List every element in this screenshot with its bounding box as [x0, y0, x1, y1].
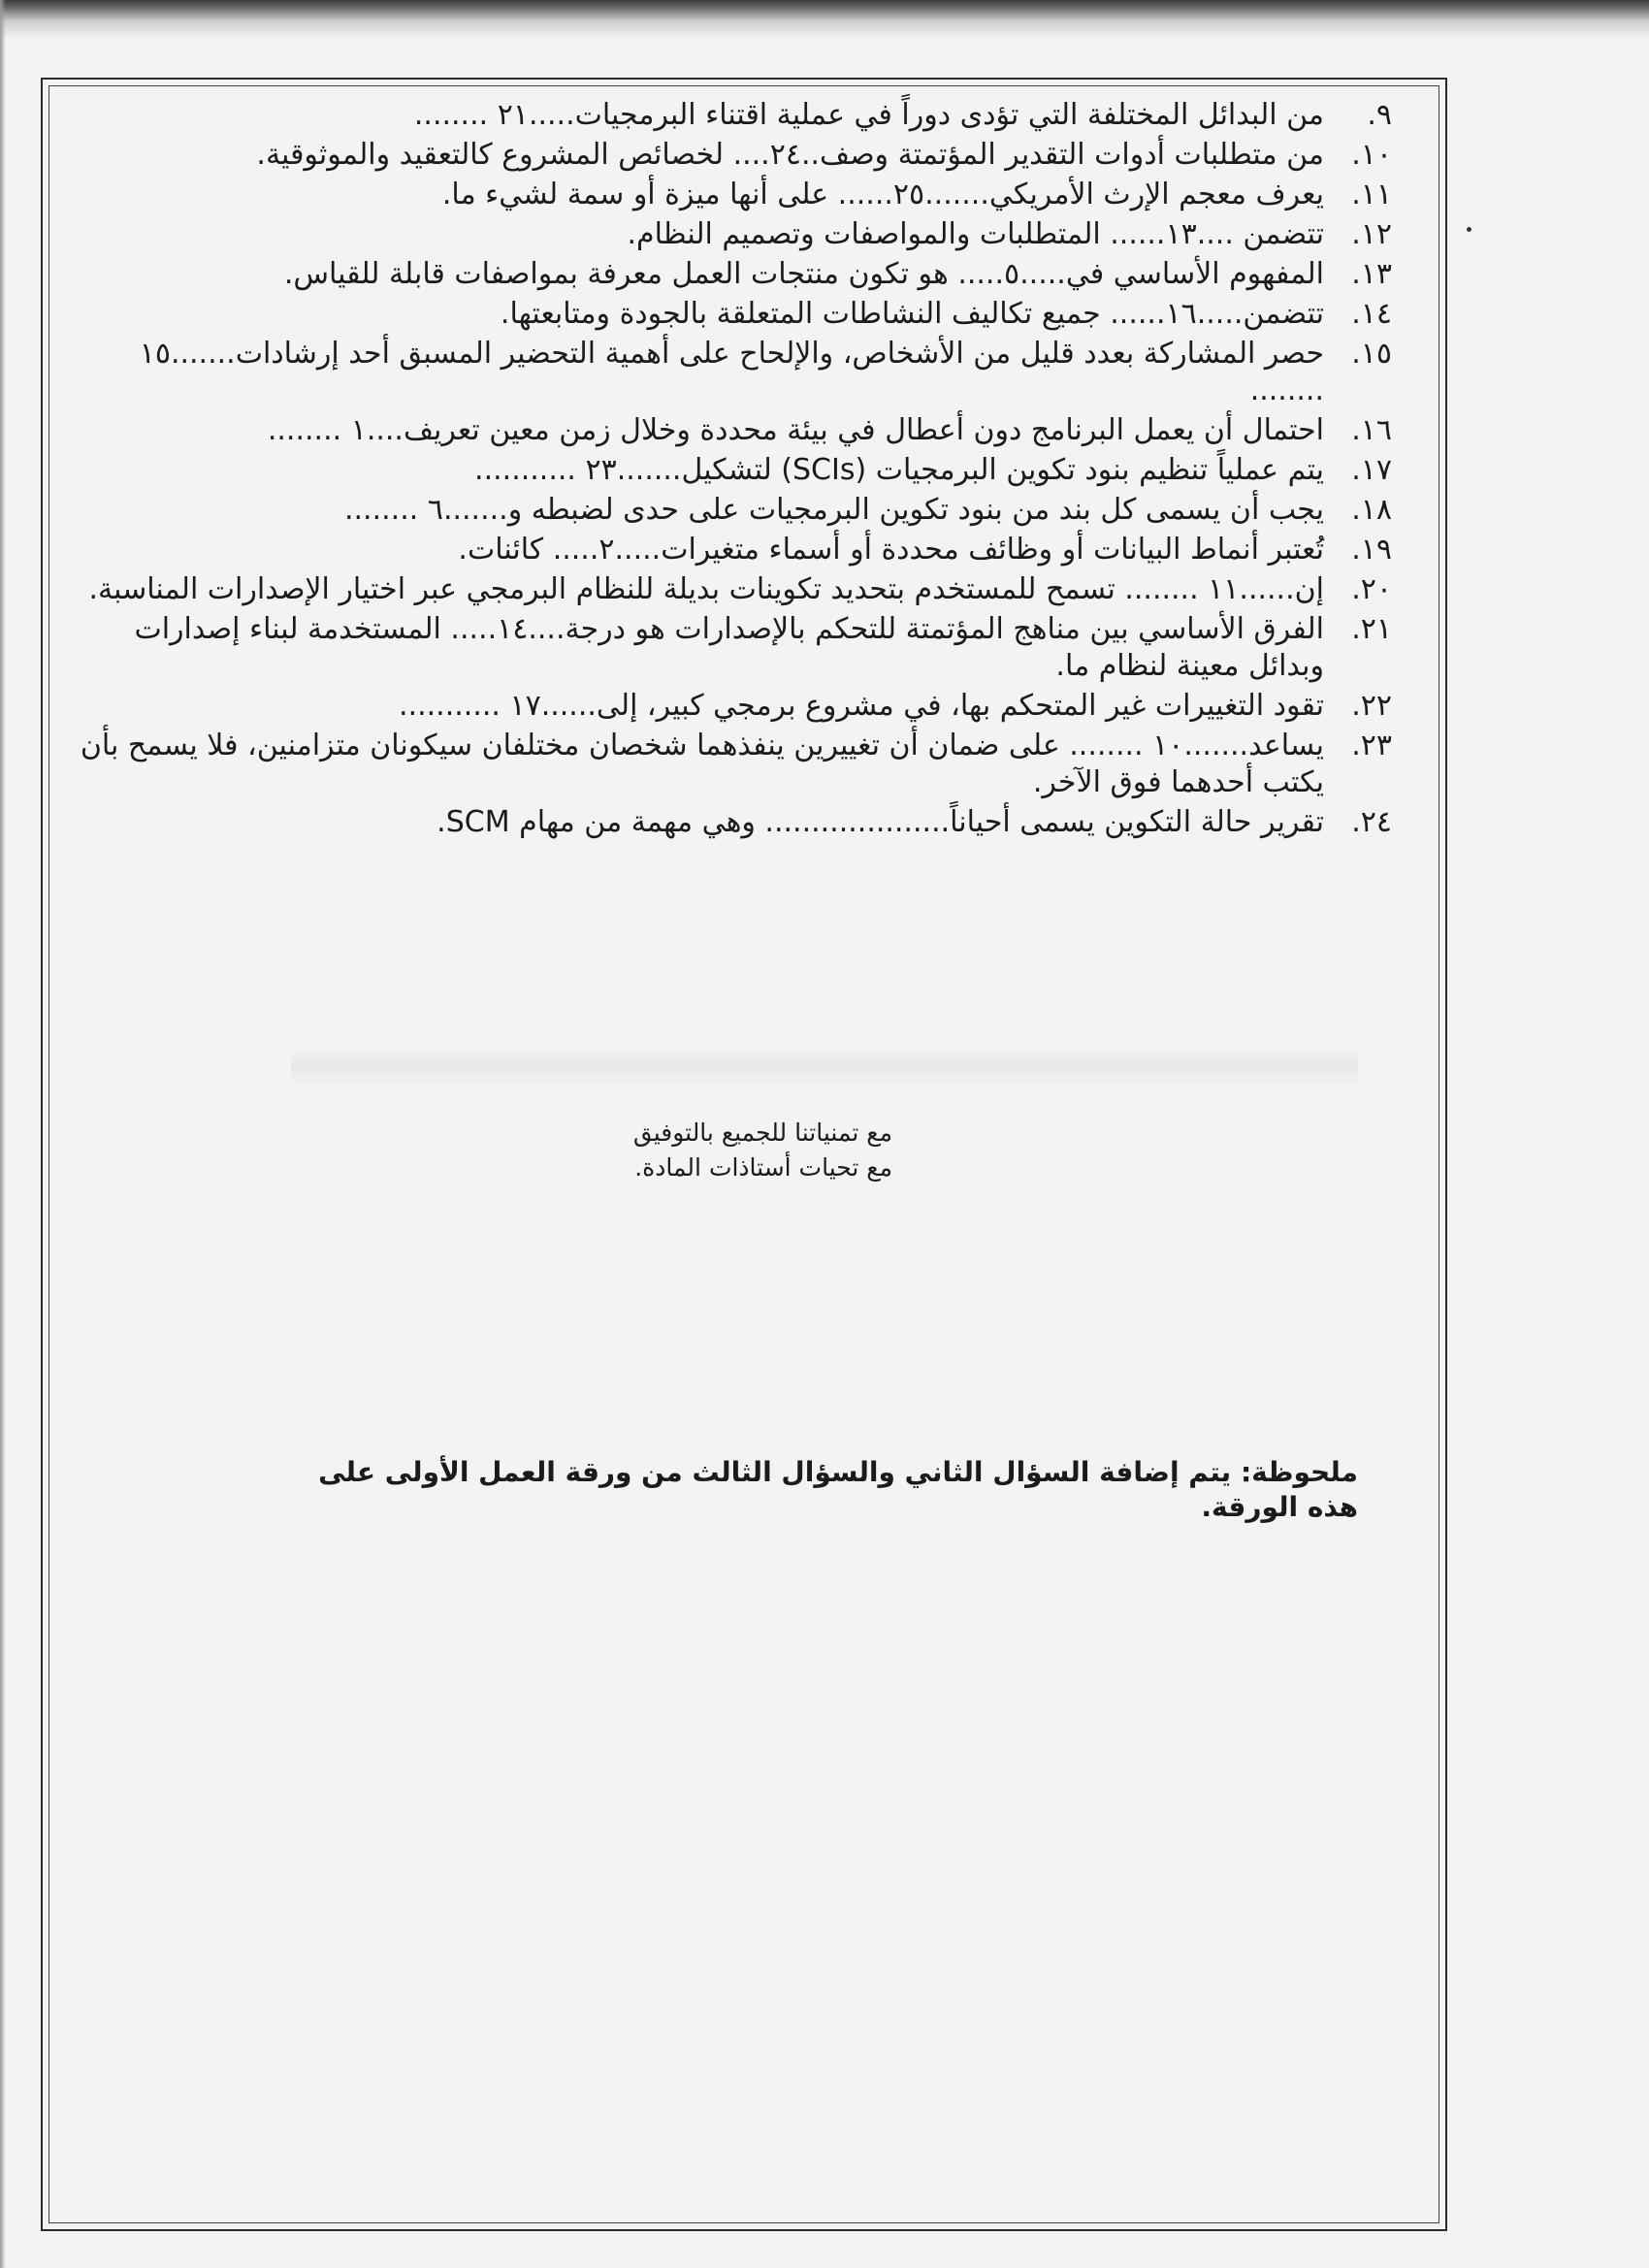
question-item — [78, 256, 1392, 293]
question-item — [78, 688, 1392, 725]
question-item — [78, 412, 1392, 449]
question-item — [78, 452, 1392, 489]
question-item — [78, 216, 1392, 253]
question-number: ١٠. — [1351, 138, 1392, 172]
question-text: المفهوم الأساسي في.....٥..... هو تكون منتجات العمل معرفة بمواصفات قابلة للقياس. — [283, 257, 1324, 291]
question-item — [78, 296, 1392, 333]
question-item — [78, 532, 1392, 568]
closing-line-wishes: مع تمنياتنا للجميع بالتوفيق — [632, 1118, 892, 1147]
question-text: يساعد.......١٠ ........ على ضمان أن تغييرين ينفذهما شخصان مختلفان سيكونان متزامنين، فلا يسمح بأن يكتب أحدهما فوق الآخر. — [80, 729, 1324, 799]
scan-blur-band — [291, 1048, 1358, 1086]
question-item — [78, 571, 1392, 608]
question-number: ١٢. — [1351, 217, 1392, 251]
question-number: ٢١. — [1351, 612, 1392, 646]
question-item — [78, 336, 1392, 409]
question-text: من البدائل المختلفة التي تؤدى دوراً في عملية اقتناء البرمجيات.....٢١ ........ — [413, 98, 1324, 132]
question-text: حصر المشاركة بعدد قليل من الأشخاص، والإلحاح على أهمية التحضير المسبق أحد إرشادات.......١٥ ........ — [139, 337, 1324, 407]
footnote: ملحوظة: يتم إضافة السؤال الثاني والسؤال الثالث من ورقة العمل الأولى على هذه الورقة. — [318, 1456, 1358, 1523]
question-item — [78, 137, 1392, 174]
closing-line-greetings: مع تحيات أستاذات المادة. — [634, 1153, 892, 1182]
question-number: ٢٣. — [1351, 729, 1392, 762]
question-item — [78, 177, 1392, 213]
question-item — [78, 728, 1392, 801]
question-item — [78, 97, 1392, 134]
question-text: تتضمن ....١٣...... المتطلبات والمواصفات وتصميم النظام. — [627, 217, 1324, 251]
question-text: إن......١١ ........ تسمح للمستخدم بتحديد تكوينات بديلة للنظام البرمجي عبر اختيار الإصدارات المناسبة. — [88, 572, 1324, 606]
question-text: يتم عملياً تنظيم بنود تكوين البرمجيات (SCIs) لتشكيل.......٢٣ ........... — [474, 453, 1324, 487]
question-text: احتمال أن يعمل البرنامج دون أعطال في بيئة محددة وخلال زمن معين تعريف....١ ........ — [267, 413, 1324, 447]
question-text: الفرق الأساسي بين مناهج المؤتمتة للتحكم بالإصدارات هو درجة....١٤..... المستخدمة لبناء إصدارات وبدائل معينة لنظام ما. — [134, 612, 1324, 683]
question-number: ١٥. — [1351, 337, 1392, 371]
question-item — [78, 611, 1392, 685]
question-number: ٢٤. — [1351, 805, 1392, 839]
question-text: تقود التغييرات غير المتحكم بها، في مشروع برمجي كبير، إلى......١٧ ........... — [399, 689, 1324, 723]
scan-left-shadow — [0, 0, 6, 2268]
question-number: ١٧. — [1351, 453, 1392, 487]
question-text: تتضمن.....١٦...... جميع تكاليف النشاطات المتعلقة بالجودة ومتابعتها. — [500, 297, 1324, 331]
scan-top-shadow — [0, 0, 1649, 39]
question-number: ١٤. — [1351, 297, 1392, 331]
question-number: ١١. — [1351, 178, 1392, 211]
question-number: ١٣. — [1351, 257, 1392, 291]
question-list — [78, 97, 1392, 844]
question-text: يجب أن يسمى كل بند من بنود تكوين البرمجيات على حدى لضبطه و.......٦ ........ — [343, 493, 1324, 527]
question-number: ١٨. — [1351, 493, 1392, 527]
question-item — [78, 804, 1392, 841]
question-number: ١٦. — [1351, 413, 1392, 447]
question-number: ٢٢. — [1351, 689, 1392, 723]
margin-dot — [1467, 227, 1471, 232]
question-text: تُعتبر أنماط البيانات أو وظائف محددة أو أسماء متغيرات.....٢..... كائنات. — [458, 533, 1324, 567]
question-number: ٩. — [1367, 98, 1392, 132]
question-text: من متطلبات أدوات التقدير المؤتمتة وصف..٢٤.... لخصائص المشروع كالتعقيد والموثوقية. — [256, 138, 1324, 172]
question-number: ٢٠. — [1351, 572, 1392, 606]
closing-wishes — [543, 1116, 892, 1185]
question-number: ١٩. — [1351, 533, 1392, 567]
question-item — [78, 492, 1392, 529]
question-text: يعرف معجم الإرث الأمريكي.......٢٥...... على أنها ميزة أو سمة لشيء ما. — [441, 178, 1324, 211]
question-text: تقرير حالة التكوين يسمى أحياناً.................... وهي مهمة من مهام SCM. — [436, 805, 1324, 839]
